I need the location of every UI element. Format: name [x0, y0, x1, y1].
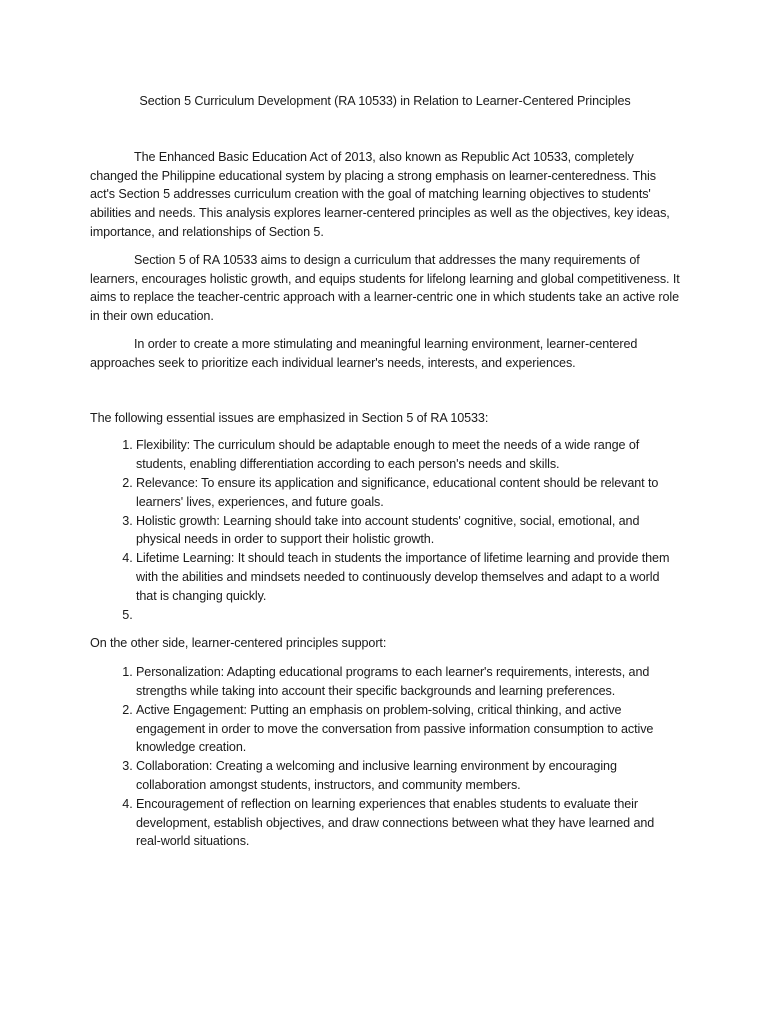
list-item: 1. Flexibility: The curriculum should be adaptable enough to meet the needs of a wide range of students, enabling differentiation according to each person's needs and skills.	[136, 436, 680, 474]
list-item: 4. Encouragement of reflection on learning experiences that enables students to evaluate their development, establish objectives, and draw connections between what they have learned and real-world situations.	[136, 795, 680, 851]
learner-centered-principles-list	[90, 663, 680, 851]
section5-issues-list	[90, 436, 680, 624]
list2-lead: On the other side, learner-centered principles support:	[90, 636, 387, 651]
list-item: 2. Relevance: To ensure its application and significance, educational content should be relevant to learners' lives, experiences, and future goals.	[136, 474, 680, 512]
document-body	[90, 92, 680, 861]
list1-lead: The following essential issues are emphasized in Section 5 of RA 10533:	[90, 410, 489, 425]
list-item: 3. Collaboration: Creating a welcoming and inclusive learning environment by encouraging collaboration amongst students, instructors, and community members.	[136, 757, 680, 795]
document-title: Section 5 Curriculum Development (RA 10533) in Relation to Learner-Centered Principles	[139, 94, 631, 108]
intro-paragraph-1: The Enhanced Basic Education Act of 2013, also known as Republic Act 10533, completely changed the Philippine educational system by placing a strong emphasis on learner-centeredness. This act's Section 5 addresses curriculum creation with the goal of matching learning objectives to students' abilities and needs. This analysis explores learner-centered principles as well as the objectives, key ideas, importance, and relationships of Section 5.	[90, 149, 670, 239]
intro-paragraph-3: In order to create a more stimulating and meaningful learning environment, learner-centered approaches seek to prioritize each individual learner's needs, interests, and experiences.	[90, 336, 638, 370]
list-item-empty	[136, 606, 680, 625]
list-item: 4. Lifetime Learning: It should teach in students the importance of lifetime learning and provide them with the abilities and mindsets needed to continuously develop themselves and adapt to a world that is changing quickly.	[136, 549, 680, 605]
intro-paragraph-2: Section 5 of RA 10533 aims to design a curriculum that addresses the many requirements of learners, encourages holistic growth, and equips students for lifelong learning and global competitiveness. It aims to replace the teacher-centric approach with a learner-centric one in which students take an active role in their own education.	[90, 252, 680, 324]
list-item: 2. Active Engagement: Putting an emphasis on problem-solving, critical thinking, and active engagement in order to move the conversation from passive information consumption to active knowledge creation.	[136, 701, 680, 757]
list-item: 1. Personalization: Adapting educational programs to each learner's requirements, interests, and strengths while taking into account their specific backgrounds and learning preferences.	[136, 663, 680, 701]
list-item: 3. Holistic growth: Learning should take into account students' cognitive, social, emotional, and physical needs in order to support their holistic growth.	[136, 512, 680, 550]
